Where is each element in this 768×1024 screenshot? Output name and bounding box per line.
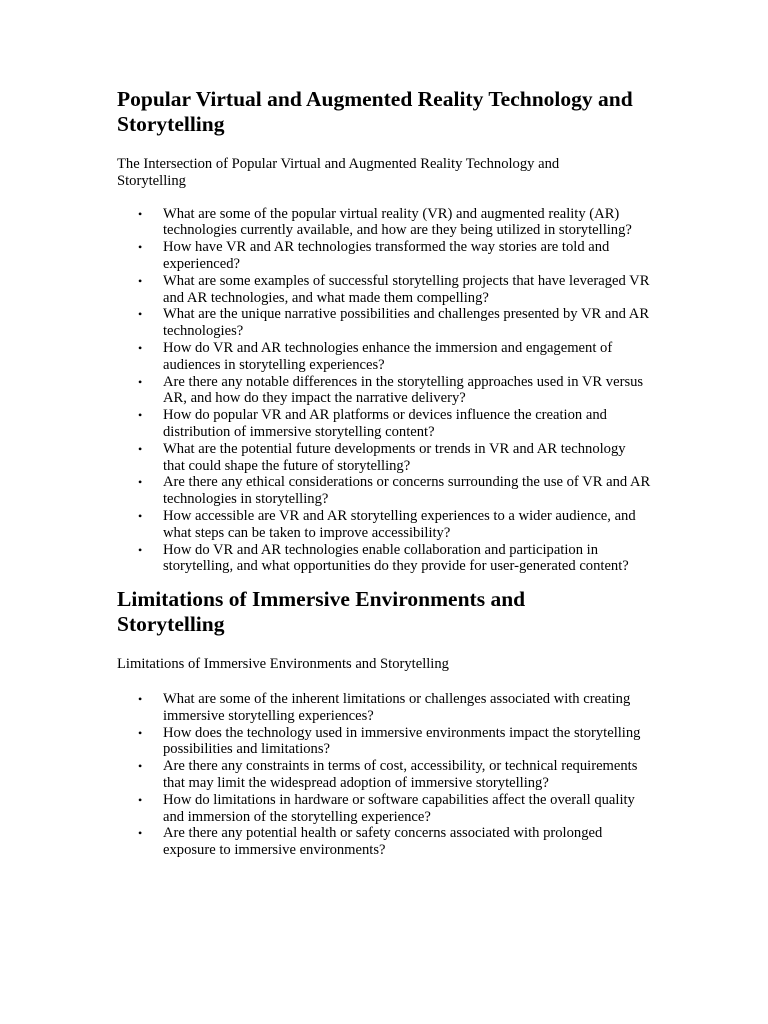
list-item (138, 474, 651, 508)
bullet-icon: • (138, 240, 143, 255)
list-item-text: How does the technology used in immersive environments impact the storytelling possibilities and limitations? (163, 724, 641, 758)
bullet-icon: • (138, 475, 143, 490)
list-item (138, 272, 651, 307)
list-item (138, 758, 651, 792)
list-item (138, 791, 651, 826)
list-item-text: What are some examples of successful storytelling projects that have leveraged VR and AR technologies, and what made them compelling? (163, 272, 650, 306)
bullet-icon: • (138, 826, 143, 841)
bullet-icon: • (138, 792, 143, 807)
list-item-text: How have VR and AR technologies transformed the way stories are told and experienced? (163, 239, 610, 272)
list-item (138, 339, 651, 374)
list-item (138, 239, 651, 273)
list-item-text: How do limitations in hardware or software capabilities affect the overall quality and immersion of the storytelling experience? (163, 791, 635, 825)
list-item-text: What are some of the inherent limitations or challenges associated with creating immersive storytelling experiences? (163, 690, 631, 724)
list-item (138, 306, 651, 340)
bullet-icon: • (138, 374, 143, 389)
bullet-icon: • (138, 691, 143, 706)
list-item (138, 825, 651, 859)
list-item-text: Are there any ethical considerations or concerns surrounding the use of VR and AR technologies in storytelling? (163, 474, 651, 508)
document-content (117, 87, 657, 859)
list-item-text: How accessible are VR and AR storytelling experiences to a wider audience, and what steps can be taken to improve accessibility? (163, 507, 636, 541)
bullet-icon: • (138, 340, 143, 355)
list-item-text: Are there any potential health or safety concerns associated with prolonged exposure to immersive environments? (163, 825, 603, 859)
list-item (138, 373, 651, 408)
section-heading: Popular Virtual and Augmented Reality Technology and Storytelling (117, 87, 633, 136)
bullet-icon: • (138, 725, 143, 740)
list-item-text: How do VR and AR technologies enable collaboration and participation in storytelling, and what opportunities do they provide for user-generated content? (163, 541, 629, 575)
section-subtitle: Limitations of Immersive Environments and Storytelling (117, 656, 449, 673)
list-item (138, 440, 651, 475)
bullet-icon: • (138, 273, 143, 288)
bullet-icon: • (138, 206, 143, 221)
list-item (138, 407, 651, 441)
list-item (138, 724, 651, 759)
question-list (117, 206, 657, 576)
list-item (138, 541, 651, 576)
list-item (138, 205, 651, 240)
list-item-text: What are the unique narrative possibilities and challenges presented by VR and AR technologies? (163, 306, 650, 340)
list-item (138, 507, 651, 542)
question-list (117, 691, 657, 859)
list-item-text: What are the potential future developments or trends in VR and AR technology that could shape the future of storytelling? (163, 440, 626, 474)
list-item-text: What are some of the popular virtual reality (VR) and augmented reality (AR) technologies currently available, and how are they being utilized in storytelling? (163, 205, 632, 239)
bullet-icon: • (138, 759, 143, 774)
bullet-icon: • (138, 307, 143, 322)
bullet-icon: • (138, 508, 143, 523)
bullet-icon: • (138, 542, 143, 557)
list-item-text: Are there any notable differences in the storytelling approaches used in VR versus AR, and how do they impact the narrative delivery? (163, 373, 644, 407)
list-item-text: How do popular VR and AR platforms or devices influence the creation and distribution of immersive storytelling content? (163, 407, 607, 440)
section-heading: Limitations of Immersive Environments and Storytelling (117, 587, 526, 636)
list-item-text: How do VR and AR technologies enhance the immersion and engagement of audiences in storytelling experiences? (163, 339, 613, 373)
list-item (138, 690, 651, 725)
list-item-text: Are there any constraints in terms of cost, accessibility, or technical requirements that may limit the widespread adoption of immersive storytelling? (163, 758, 638, 791)
bullet-icon: • (138, 408, 143, 423)
bullet-icon: • (138, 441, 143, 456)
section-subtitle: The Intersection of Popular Virtual and Augmented Reality Technology and Storytelling (117, 156, 560, 189)
